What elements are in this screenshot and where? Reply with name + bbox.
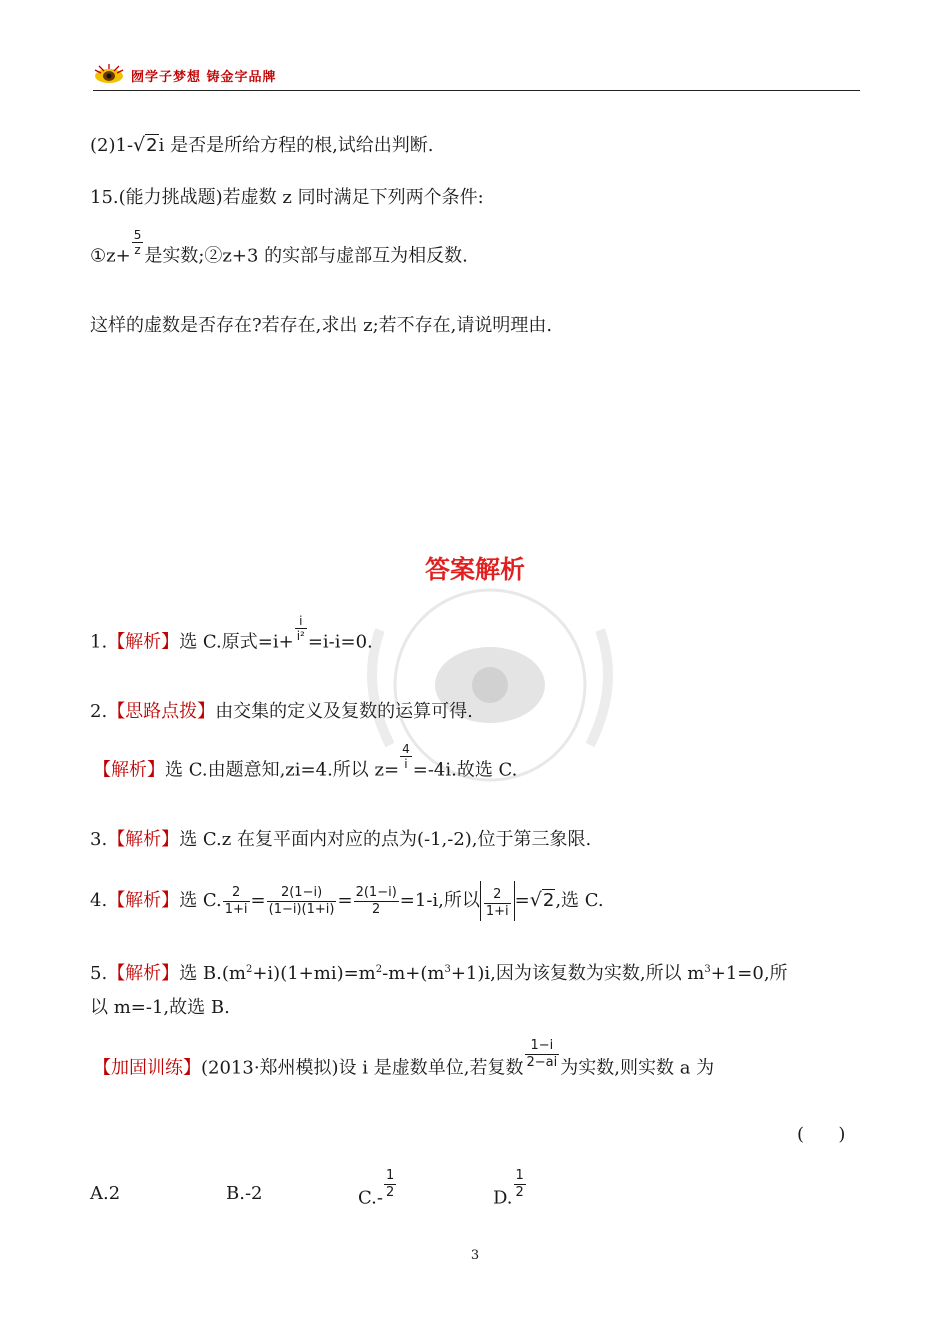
absolute-value (480, 881, 515, 921)
frac-num: 1−i (530, 1038, 554, 1053)
fraction-simplified (354, 885, 399, 918)
a5-num: 5. (90, 963, 108, 984)
cond-suffix: 是实数;②z+3 的实部与虚部互为相反数. (144, 245, 468, 267)
a2-tag2: 【解析】 (93, 759, 165, 781)
sup: 3 (444, 964, 451, 975)
frac-num: 2(1−i) (355, 884, 397, 900)
option-label: C.- (358, 1187, 383, 1209)
option-c (358, 1168, 397, 1215)
answer-5-line2: 以 m=-1,故选 B. (90, 997, 230, 1018)
a1-tag: 【解析】 (107, 631, 180, 653)
q15-ask: 这样的虚数是否存在?若存在,求出 z;若不存在,请说明理由. (90, 315, 553, 336)
a4-pre: 选 C. (179, 890, 222, 911)
option-label: B.-2 (226, 1183, 263, 1204)
answer-3 (90, 828, 591, 852)
eye-logo-icon (93, 64, 125, 86)
frac-num: 4 (402, 742, 410, 756)
frac-den: i² (296, 629, 305, 643)
option-label: A.2 (90, 1183, 121, 1204)
frac-num: 2 (493, 886, 502, 902)
practice-tag: 【加固训练】 (93, 1057, 201, 1079)
frac-den: 2 (354, 901, 399, 918)
answer-blank: ( ) (797, 1124, 846, 1145)
fraction-one-half (514, 1168, 526, 1201)
frac-den: 2−ai (526, 1055, 558, 1070)
q14-prefix: (2)1- (90, 135, 134, 156)
practice-pre: (2013·郑州模拟)设 i 是虚数单位,若复数 (201, 1057, 524, 1079)
answer-5-line1 (90, 958, 788, 986)
a5-text-d: +1)i,因为该复数为实数,所以 m (450, 963, 705, 984)
frac-num: i (299, 614, 303, 628)
fraction-one-half (384, 1168, 396, 1201)
a5-tag: 【解析】 (107, 963, 180, 984)
frac-den: (1−i)(1+i) (268, 901, 335, 917)
frac-den: 1+i (224, 901, 248, 917)
sqrt-symbol: √2 (529, 889, 555, 911)
a4-eq3: = (514, 890, 530, 911)
sqrt-symbol: √2 (133, 134, 158, 156)
page-number: 3 (470, 1248, 480, 1263)
frac-num: 5 (133, 228, 142, 242)
a4-eq1: = (250, 890, 266, 911)
sup: 3 (704, 964, 711, 975)
answer-2-solution (93, 742, 518, 785)
a1-pre: 选 C.原式=i+ (179, 631, 294, 653)
answer-2 (90, 700, 473, 724)
frac-den: i (400, 756, 412, 771)
a5-text-c: -m+(m (382, 963, 445, 984)
cond-prefix: ①z+ (90, 245, 131, 267)
sup: 2 (375, 964, 383, 975)
frac-den: 2 (515, 1185, 524, 1200)
a5-text-b: +i)(1+mi)=m (252, 963, 376, 984)
frac-den: z (132, 242, 144, 257)
header-brand: 囫学子梦想 铸金字品牌 (131, 70, 277, 85)
fraction-inside-abs (484, 887, 511, 920)
sqrt-radicand: 2 (146, 135, 158, 156)
q14-suffix: i 是否是所给方程的根,试给出判断. (158, 135, 434, 156)
a1-post: =i-i=0. (307, 631, 373, 653)
a4-num: 4. (90, 890, 108, 911)
answer-4 (90, 880, 604, 921)
a5-text-a: 选 B.(m (179, 963, 246, 984)
fraction-1mi-over-2mai (525, 1038, 560, 1071)
answers-title: 答案解析 (424, 555, 525, 584)
a3-tag: 【解析】 (107, 829, 180, 850)
fraction-i-over-i2 (295, 614, 307, 643)
frac-den: 2 (385, 1185, 395, 1200)
a2-post: =-4i.故选 C. (412, 759, 518, 781)
sup: 2 (245, 964, 253, 975)
a4-mid: =1-i,所以 (399, 890, 480, 911)
frac-den: 1+i (485, 903, 509, 919)
a4-post: ,选 C. (555, 890, 604, 911)
fraction-4-over-i (400, 742, 412, 771)
a3-num: 3. (90, 829, 108, 850)
option-d (493, 1168, 527, 1215)
sqrt-radicand: 2 (542, 890, 555, 911)
practice-question (93, 1038, 715, 1085)
q15-intro: 15.(能力挑战题)若虚数 z 同时满足下列两个条件: (90, 187, 484, 208)
frac-num: 1 (515, 1168, 524, 1183)
a4-eq2: = (337, 890, 353, 911)
q15-condition (90, 228, 468, 271)
frac-num: 1 (385, 1168, 395, 1183)
option-label: D. (493, 1187, 513, 1209)
a3-text: 选 C.z 在复平面内对应的点为(-1,-2),位于第三象限. (179, 829, 592, 850)
a2-text: 由交集的定义及复数的运算可得. (215, 701, 473, 722)
answer-1 (90, 614, 373, 657)
a4-tag: 【解析】 (107, 890, 180, 911)
a5-text-e: +1=0,所 (710, 963, 788, 984)
a2-pre: 选 C.由题意知,zi=4.所以 z= (165, 759, 400, 781)
fraction-rationalized (267, 885, 337, 918)
q14-part2 (90, 133, 434, 158)
frac-num: 2(1−i) (280, 884, 323, 900)
a1-num: 1. (90, 631, 108, 653)
page-header (93, 62, 860, 91)
fraction-2-over-1pi (223, 885, 250, 918)
a2-num: 2. (90, 701, 108, 722)
option-b (226, 1182, 262, 1206)
practice-post: 为实数,则实数 a 为 (560, 1057, 715, 1079)
option-a (90, 1182, 120, 1206)
fraction-5-over-z (132, 228, 144, 257)
frac-num: 2 (232, 884, 241, 900)
a2-tag: 【思路点拨】 (107, 701, 216, 722)
